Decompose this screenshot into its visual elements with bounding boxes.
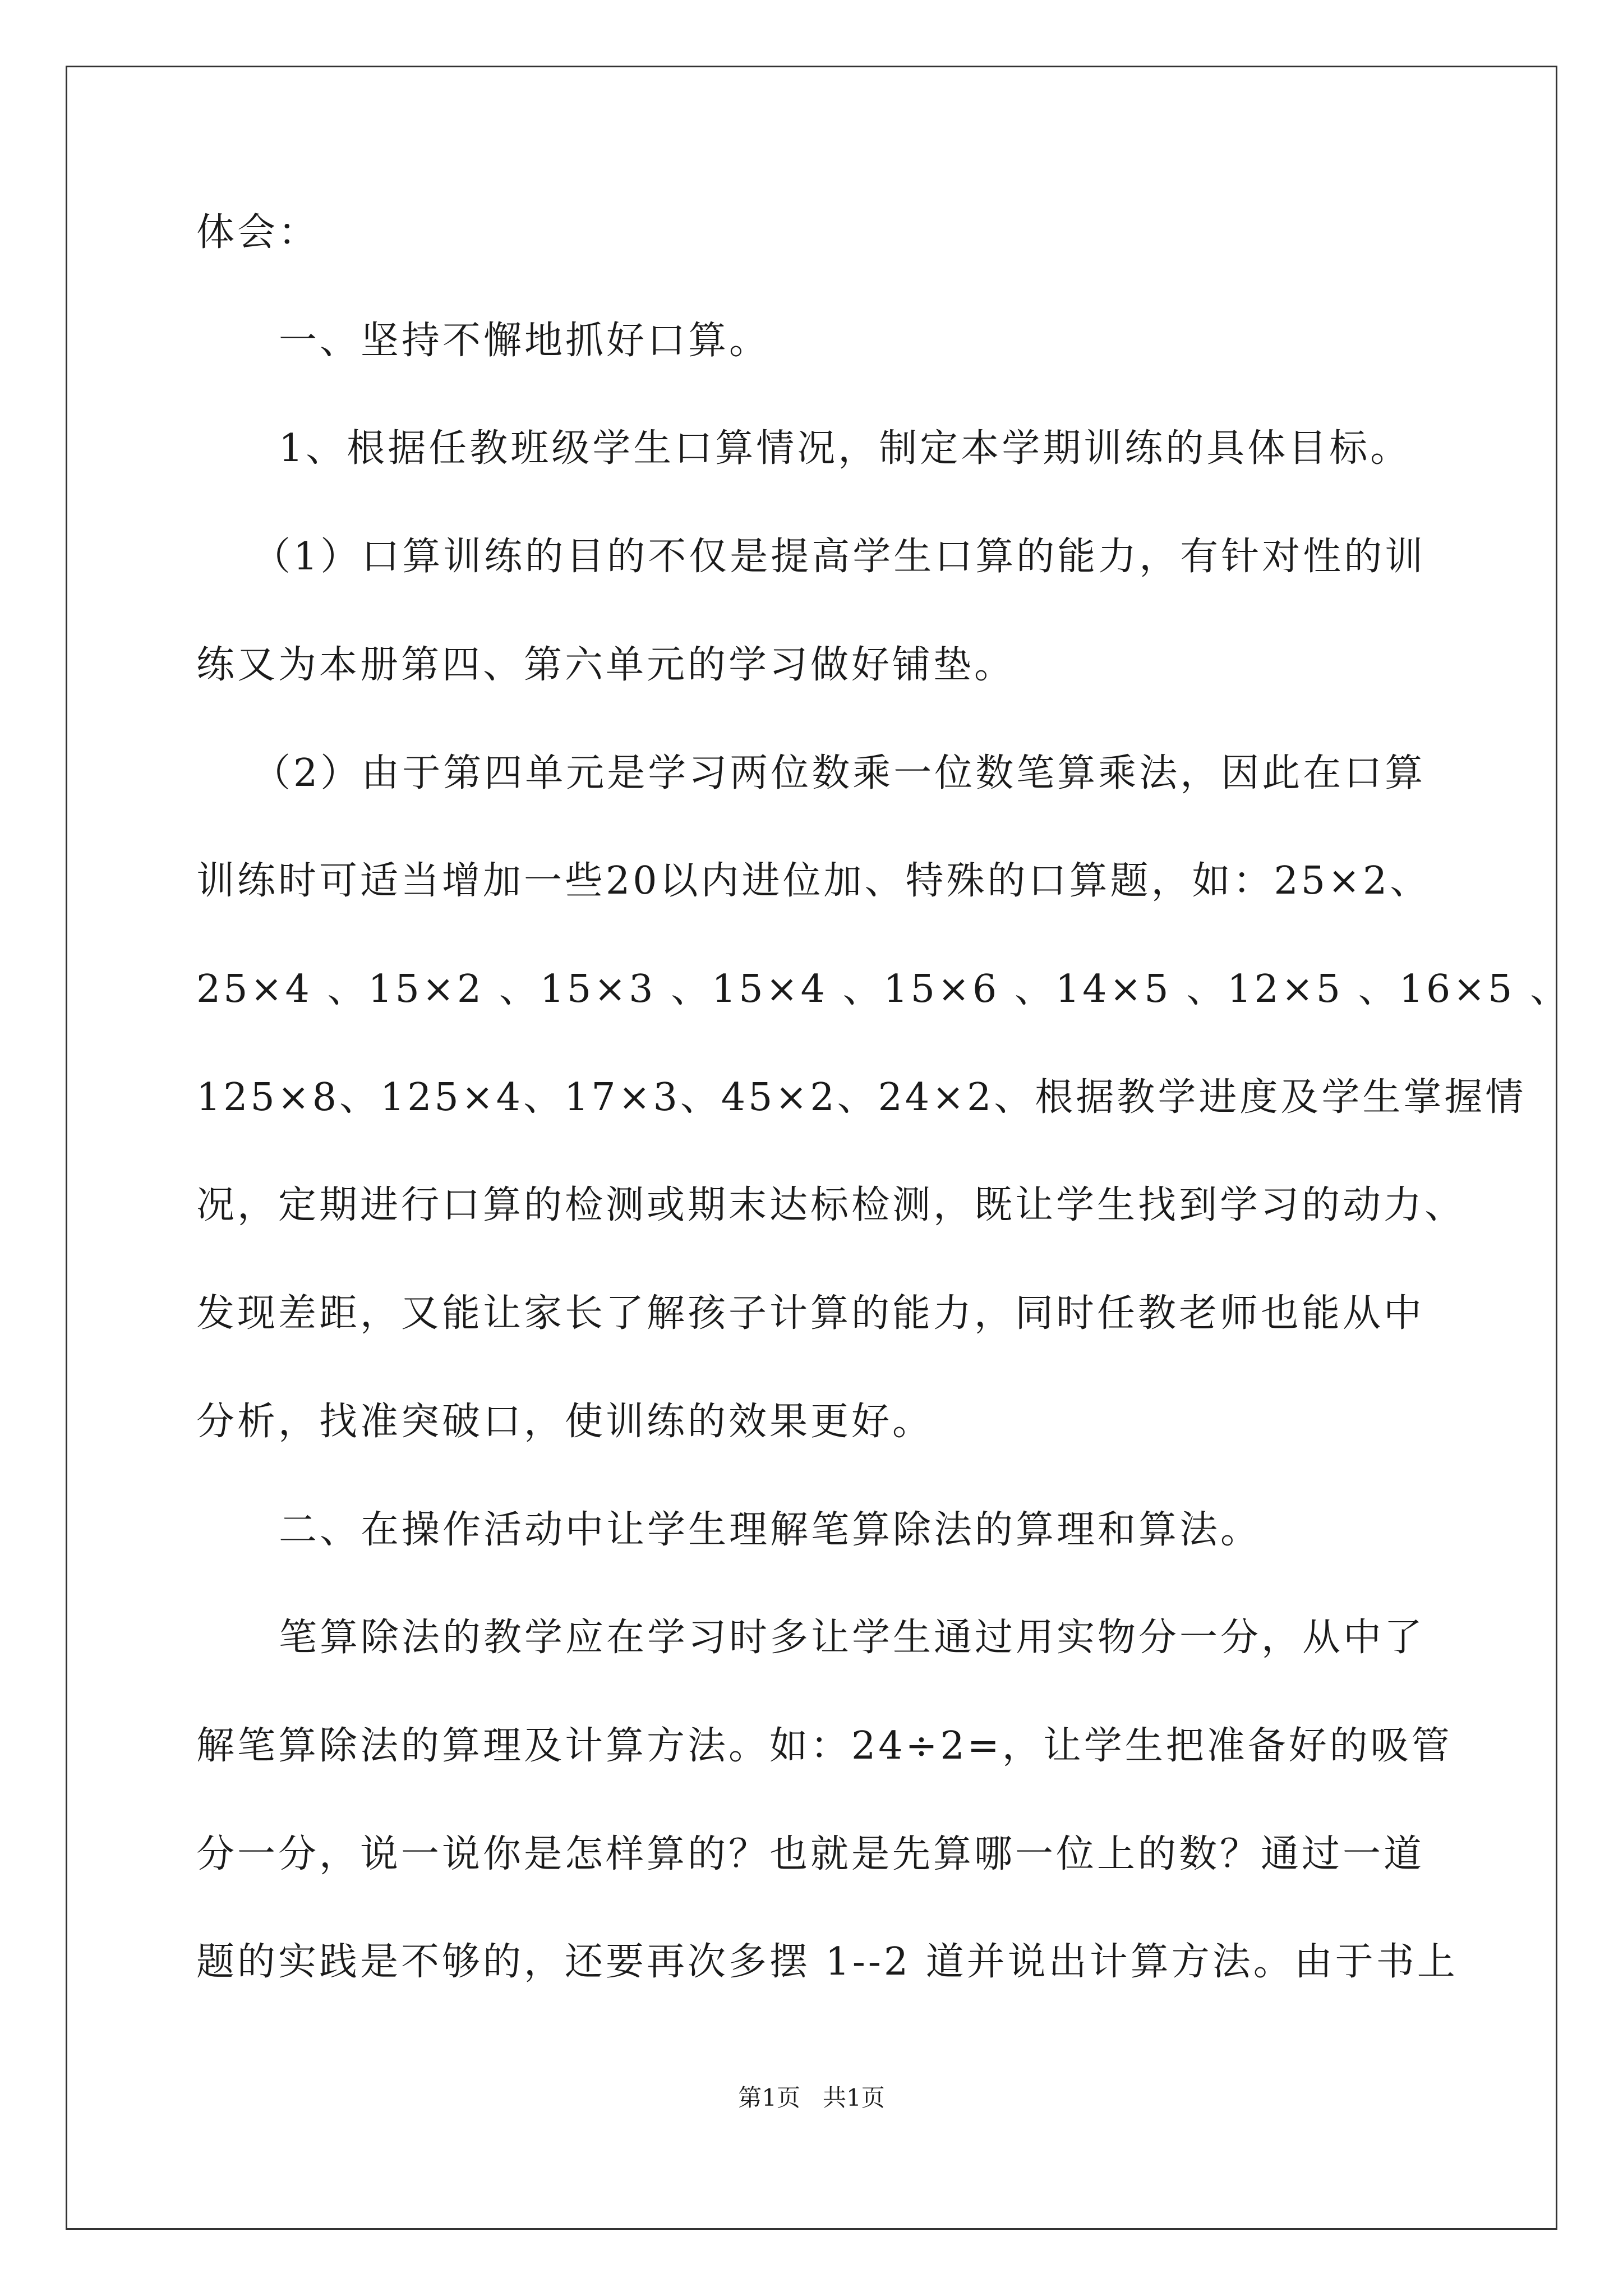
- section-heading: 一、坚持不懈地抓好口算。: [279, 319, 771, 363]
- text-line: 分一分，说一说你是怎样算的？也就是先算哪一位上的数？通过一道: [196, 1832, 1425, 1876]
- text-line: 分析，找准突破口，使训练的效果更好。: [196, 1400, 934, 1444]
- text-line: （1）口算训练的目的不仅是提高学生口算的能力，有针对性的训: [252, 535, 1426, 579]
- text-line: 体会：: [196, 210, 320, 255]
- page-number-footer: 第1页 共1页: [738, 2084, 885, 2111]
- text-line: 解笔算除法的算理及计算方法。如：24÷2=，让学生把准备好的吸管: [196, 1724, 1453, 1768]
- text-line: 练又为本册第四、第六单元的学习做好铺垫。: [196, 643, 1016, 687]
- text-line: 25×4 、15×2 、15×3 、15×4 、15×6 、14×5 、12×5 、16×5 、: [196, 967, 1571, 1011]
- text-line: 1、根据任教班级学生口算情况，制定本学期训练的具体目标。: [279, 426, 1412, 471]
- text-line: 发现差距，又能让家长了解孩子计算的能力，同时任教老师也能从中: [196, 1291, 1425, 1336]
- text-line: 训练时可适当增加一些20以内进位加、特殊的口算题，如：25×2、: [196, 859, 1431, 903]
- text-line: （2）由于第四单元是学习两位数乘一位数笔算乘法，因此在口算: [252, 751, 1426, 795]
- section-heading: 二、在操作活动中让学生理解笔算除法的算理和算法。: [279, 1508, 1262, 1552]
- text-line: 笔算除法的教学应在学习时多让学生通过用实物分一分，从中了: [279, 1616, 1426, 1660]
- text-line: 题的实践是不够的，还要再次多摆 1--2 道并说出计算方法。由于书上: [196, 1940, 1458, 1984]
- text-line: 况，定期进行口算的检测或期末达标检测，既让学生找到学习的动力、: [196, 1183, 1466, 1227]
- text-line: 125×8、125×4、17×3、45×2、24×2、根据教学进度及学生掌握情: [196, 1075, 1527, 1120]
- page-border: [66, 66, 1557, 2230]
